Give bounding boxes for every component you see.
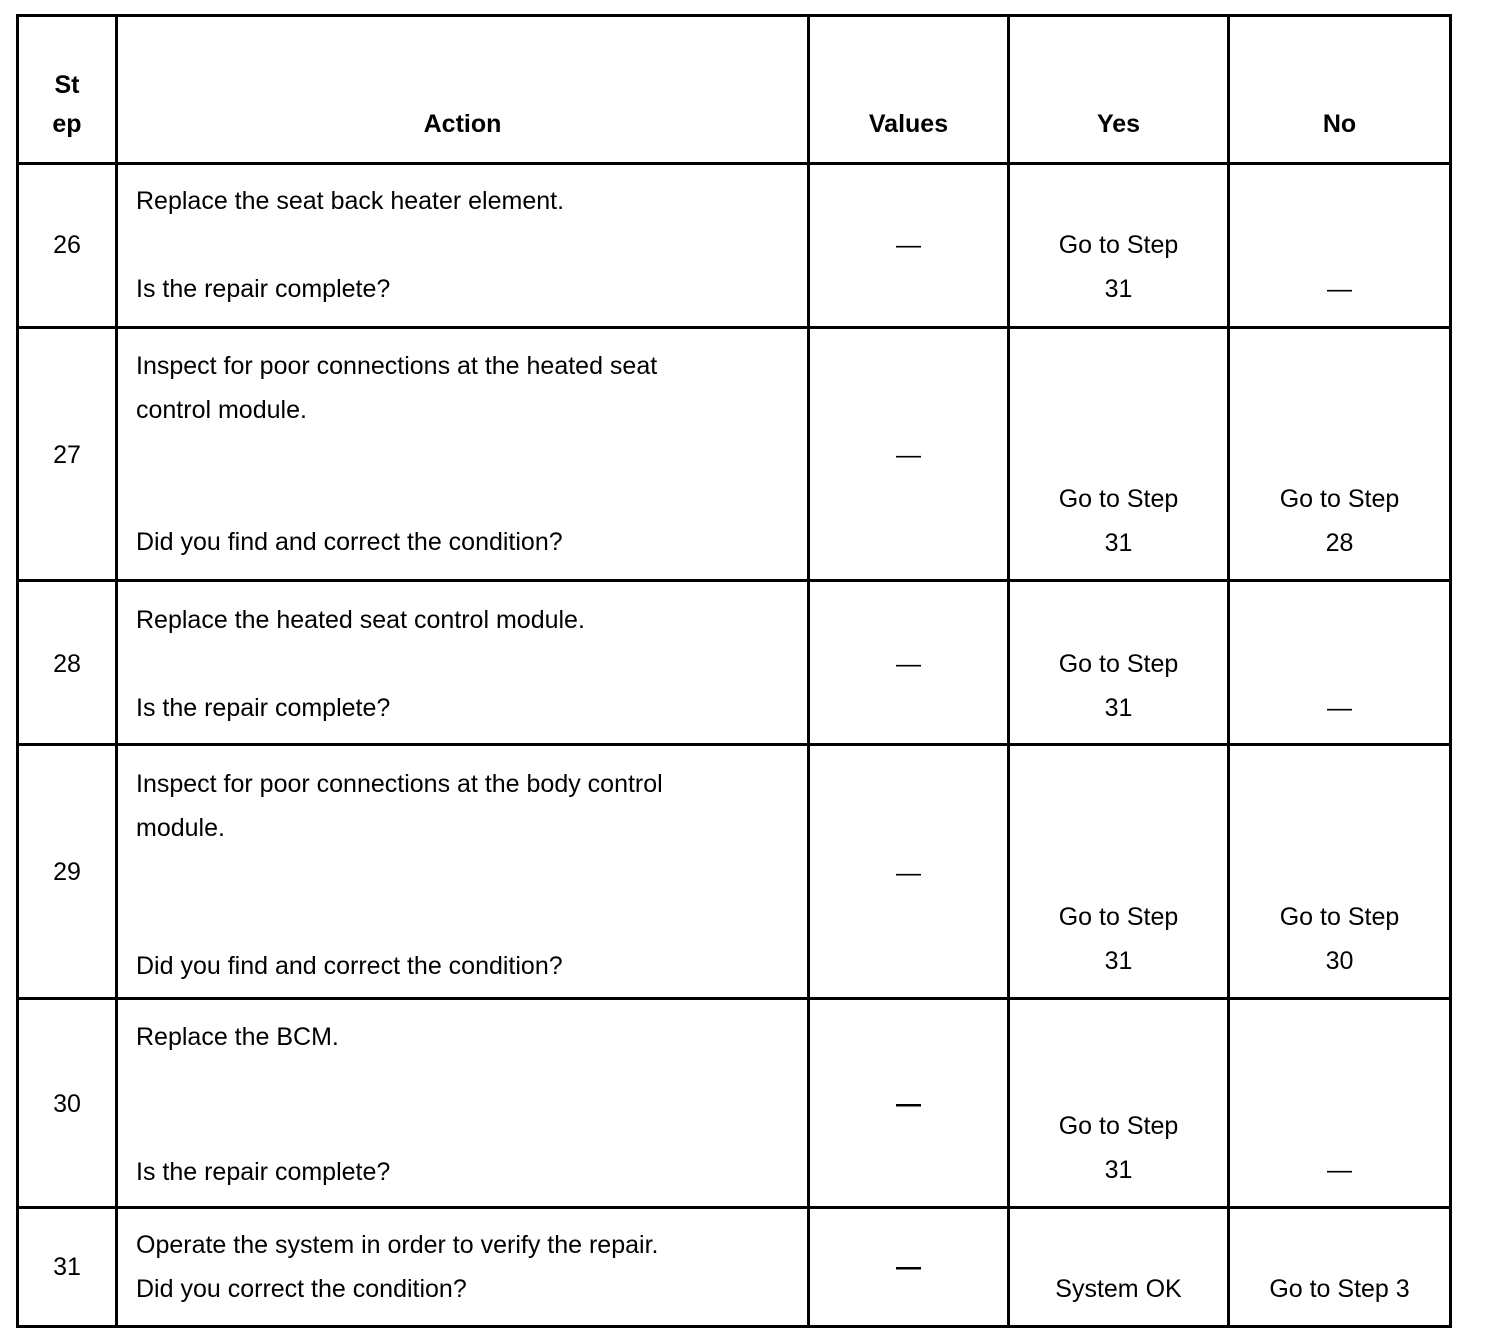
header-action-label: Action xyxy=(423,110,502,138)
values-text: — xyxy=(896,1253,921,1281)
values-cell xyxy=(810,329,1010,579)
action-text: Replace the heated seat control module. xyxy=(136,606,585,634)
action-cell xyxy=(118,1209,810,1325)
header-step-line2: ep xyxy=(52,110,82,138)
values-cell xyxy=(810,165,1010,326)
no-text: 30 xyxy=(1325,947,1354,975)
step-cell xyxy=(16,329,118,579)
action-cell xyxy=(118,582,810,743)
no-text: 28 xyxy=(1325,529,1354,557)
header-no xyxy=(1230,17,1452,162)
table-row xyxy=(16,1000,1452,1209)
table-header-row xyxy=(16,14,1452,165)
table-row xyxy=(16,165,1452,329)
header-action xyxy=(118,17,810,162)
step-cell xyxy=(16,1209,118,1325)
action-text: Operate the system in order to verify the repair. xyxy=(136,1231,659,1259)
header-values-label: Values xyxy=(868,110,949,138)
yes-text: 31 xyxy=(1104,275,1133,303)
step-cell xyxy=(16,165,118,326)
action-cell xyxy=(118,329,810,579)
action-text: Replace the seat back heater element. xyxy=(136,187,565,215)
action-text: Replace the BCM. xyxy=(136,1023,339,1051)
table-row xyxy=(16,329,1452,582)
diagnostic-table xyxy=(16,14,1452,1328)
values-cell xyxy=(810,746,1010,997)
step-number: 28 xyxy=(53,650,81,678)
yes-text: Go to Step xyxy=(1058,231,1179,259)
yes-cell xyxy=(1010,746,1230,997)
table-row xyxy=(16,1209,1452,1328)
yes-text: 31 xyxy=(1104,1156,1133,1184)
yes-cell xyxy=(1010,582,1230,743)
yes-text: 31 xyxy=(1104,694,1133,722)
header-step-line1: St xyxy=(54,71,80,99)
step-number: 30 xyxy=(53,1090,81,1118)
header-values xyxy=(810,17,1010,162)
no-text: Go to Step xyxy=(1279,903,1400,931)
step-number: 31 xyxy=(53,1253,81,1281)
no-cell xyxy=(1230,329,1452,579)
step-cell xyxy=(16,746,118,997)
action-text: Is the repair complete? xyxy=(136,1158,391,1186)
action-text: Inspect for poor connections at the body control xyxy=(136,770,663,798)
values-text: — xyxy=(896,859,921,887)
action-text: Is the repair complete? xyxy=(136,694,391,722)
values-text: — xyxy=(896,1090,921,1118)
yes-cell xyxy=(1010,329,1230,579)
no-cell xyxy=(1230,582,1452,743)
values-cell xyxy=(810,1209,1010,1325)
header-yes-label: Yes xyxy=(1096,110,1141,138)
action-text: Did you correct the condition? xyxy=(136,1275,467,1303)
yes-text: 31 xyxy=(1104,529,1133,557)
values-cell xyxy=(810,582,1010,743)
values-text: — xyxy=(896,441,921,469)
values-text: — xyxy=(896,650,921,678)
yes-cell xyxy=(1010,165,1230,326)
action-text: control module. xyxy=(136,396,307,424)
no-text: Go to Step xyxy=(1279,485,1400,513)
no-cell xyxy=(1230,1209,1452,1325)
no-text: — xyxy=(1327,275,1352,303)
step-cell xyxy=(16,1000,118,1206)
action-text: Did you find and correct the condition? xyxy=(136,952,563,980)
header-yes xyxy=(1010,17,1230,162)
yes-cell xyxy=(1010,1209,1230,1325)
no-text: Go to Step 3 xyxy=(1269,1275,1410,1303)
table-row xyxy=(16,746,1452,1000)
step-cell xyxy=(16,582,118,743)
action-text: Inspect for poor connections at the heated seat xyxy=(136,352,658,380)
step-number: 29 xyxy=(53,858,81,886)
action-text: module. xyxy=(136,814,225,842)
values-text: — xyxy=(896,231,921,259)
header-step xyxy=(16,17,118,162)
yes-text: Go to Step xyxy=(1058,903,1179,931)
yes-text: Go to Step xyxy=(1058,1112,1179,1140)
yes-text: Go to Step xyxy=(1058,650,1179,678)
yes-text: 31 xyxy=(1104,947,1133,975)
action-text: Is the repair complete? xyxy=(136,275,391,303)
no-text: — xyxy=(1327,1156,1352,1184)
values-cell xyxy=(810,1000,1010,1206)
step-number: 26 xyxy=(53,231,81,259)
action-cell xyxy=(118,1000,810,1206)
no-cell xyxy=(1230,165,1452,326)
no-cell xyxy=(1230,746,1452,997)
action-cell xyxy=(118,746,810,997)
no-text: — xyxy=(1327,694,1352,722)
step-number: 27 xyxy=(53,441,81,469)
action-text: Did you find and correct the condition? xyxy=(136,528,563,556)
header-no-label: No xyxy=(1322,110,1357,138)
action-cell xyxy=(118,165,810,326)
yes-cell xyxy=(1010,1000,1230,1206)
yes-text: System OK xyxy=(1055,1275,1182,1303)
yes-text: Go to Step xyxy=(1058,485,1179,513)
table-row xyxy=(16,582,1452,746)
no-cell xyxy=(1230,1000,1452,1206)
